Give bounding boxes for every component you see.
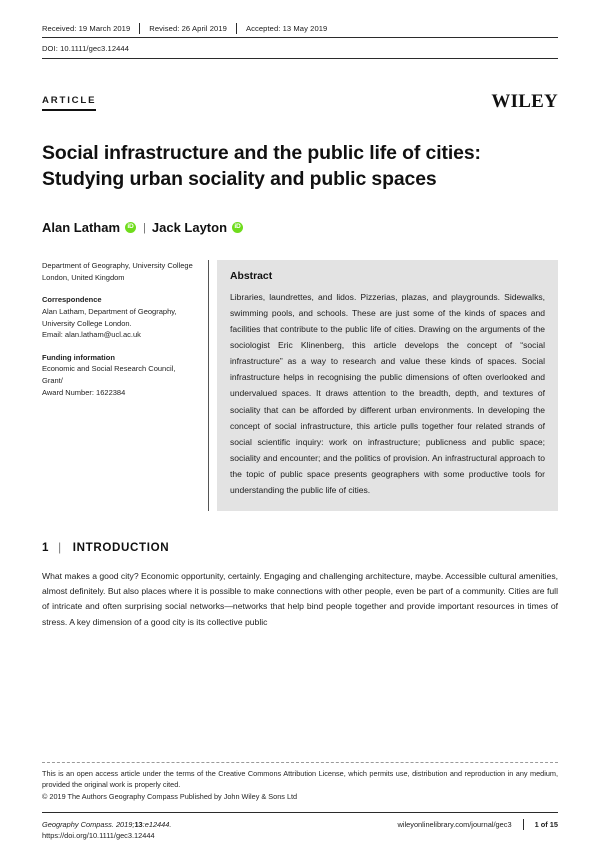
journal-citation: [42, 819, 398, 841]
footer-dashed-rule: [42, 762, 558, 763]
section-separator: |: [58, 540, 62, 554]
affiliation-line: Department of Geography, University College: [42, 261, 193, 271]
abstract-panel: [217, 260, 558, 511]
column-divider-rule: [208, 260, 209, 511]
abstract-heading: Abstract: [230, 271, 273, 283]
author-separator: |: [143, 221, 146, 234]
author-metadata-column: [42, 260, 208, 511]
correspondence-line: University College London.: [42, 318, 132, 328]
journal-ref-suffix: :e12444.: [142, 819, 172, 829]
doi-line: DOI: 10.1111/gec3.12444: [42, 38, 558, 59]
footer-solid-rule: [42, 812, 558, 813]
correspondence-heading: Correspondence: [42, 295, 102, 305]
correspondence-line: Alan Latham, Department of Geography,: [42, 306, 177, 316]
footer-row: [42, 819, 558, 841]
funding-line: Economic and Social Research Council, Grant/: [42, 364, 176, 386]
journal-url[interactable]: wileyonlinelibrary.com/journal/gec3: [397, 819, 512, 829]
article-type-label: ARTICLE: [42, 96, 96, 112]
author-name-2[interactable]: Jack Layton: [151, 220, 228, 236]
journal-volume: 13: [134, 819, 143, 829]
section-number: 1: [42, 540, 50, 554]
author-list: [42, 220, 558, 235]
correspondence-email[interactable]: Email: alan.latham@ucl.ac.uk: [42, 330, 141, 340]
journal-ref-prefix: Geography Compass. 2019;: [42, 819, 135, 829]
metadata-abstract-row: [42, 260, 558, 511]
revised-date: Revised: 26 April 2019: [149, 24, 227, 33]
page-footer: [42, 762, 558, 841]
title-line-2: Studying urban sociality and public spaces: [42, 168, 437, 191]
orcid-icon[interactable]: iD: [232, 222, 243, 233]
copyright-text: © 2019 The Authors Geography Compass Published by John Wiley & Sons Ltd: [42, 791, 298, 801]
license-text: This is an open access article under the terms of the Creative Commons Attribution License, which permits use, distribution and reproduction in any medium, provided the original work is properly cited.: [42, 768, 558, 789]
affiliation-line: London, United Kingdom: [42, 272, 125, 282]
doi-url[interactable]: https://doi.org/10.1111/gec3.12444: [42, 830, 155, 840]
title-line-1: Social infrastructure and the public life of cities:: [42, 142, 481, 165]
footer-divider: [523, 819, 524, 830]
funding-heading: Funding information: [42, 352, 115, 362]
page-number: 1 of 15: [534, 819, 558, 829]
page-title: [42, 141, 558, 193]
article-brand-row: [42, 77, 558, 111]
footer-right-group: [398, 819, 558, 830]
affiliation-block: [42, 260, 198, 283]
correspondence-block: [42, 294, 198, 341]
intro-paragraph: What makes a good city? Economic opportunity, certainly. Engaging and challenging architecture, maybe. Accessible cultural amenities, almost definitely. But also places where it is possible to make connections with other people, even be part of a community. Cities are full of intricate and often surprising social networks—networks that help bind people together and provide important resources in times of stress. A key dimension of a good city is its collective public: [42, 570, 558, 627]
journal-reference-line: [42, 819, 398, 830]
publication-history-bar: [42, 0, 558, 38]
wiley-logo: WILEY: [491, 91, 558, 113]
accepted-date: Accepted: 13 May 2019: [245, 24, 328, 33]
section-title: INTRODUCTION: [72, 540, 170, 554]
author-name-1[interactable]: Alan Latham: [42, 220, 121, 236]
section-heading: [42, 541, 558, 554]
orcid-icon[interactable]: iD: [125, 222, 136, 233]
abstract-text: Libraries, laundrettes, and lidos. Pizzerias, plazas, and playgrounds. Sidewalks, swimming pools, and schools. These are just some of the kinds of spaces and facilities that contribute to the public life of cities. Drawing on the arguments of the sociologist Eric Klinenberg, this article develops the concept of “social infrastructure” as a way to research and value these kinds of spaces. Social infrastructure helps in recognising the public dimensions of often overlooked and undervalued spaces. It draws attention to the breadth, depth, and textures of sociality that can be afforded by different urban environments. In developing the concept of social infrastructure, this article pulls together four related strands of social scientific inquiry: work on infrastructure; publicness and public space; sociality and encounter; and the politics of provision. An infrastructural approach to the topic of public space presents geographers with some productive tools for understanding the public life of cities.: [230, 292, 545, 495]
received-date: Received: 19 March 2019: [42, 24, 131, 33]
funding-line: Award Number: 1622384: [42, 387, 126, 397]
funding-block: [42, 352, 198, 399]
